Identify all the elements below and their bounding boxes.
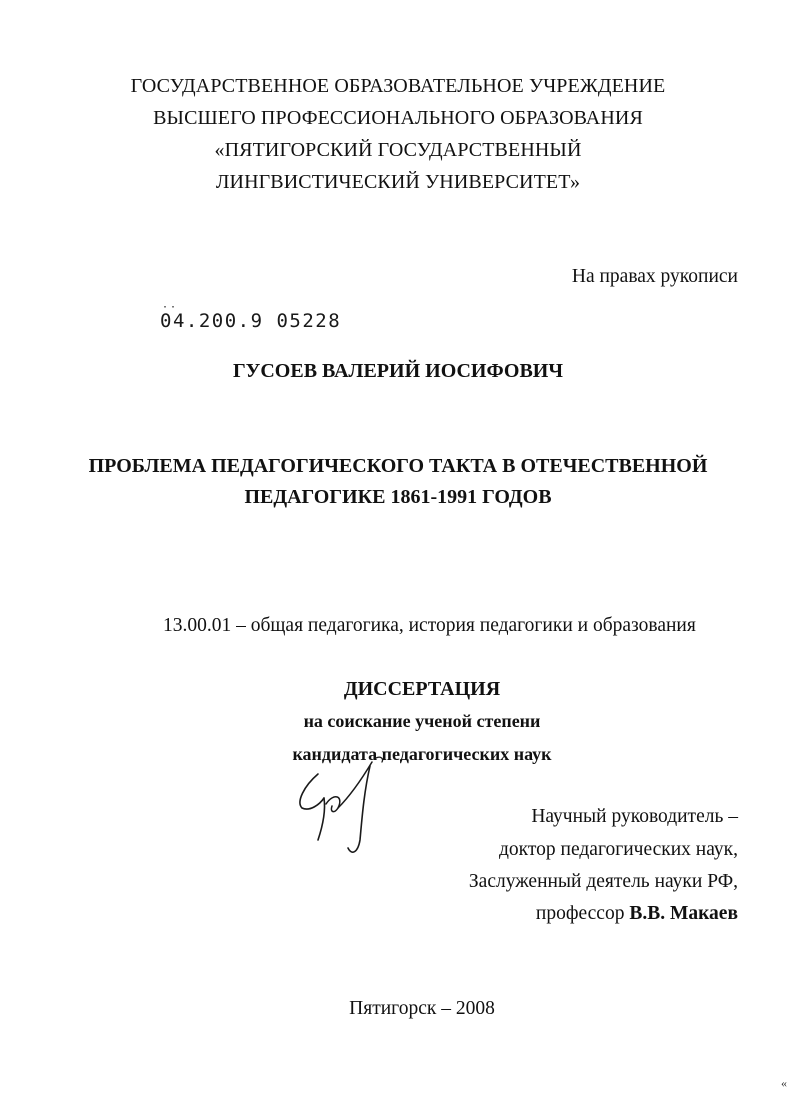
archive-stamp-number — [160, 302, 342, 332]
institution-line-3: «ПЯТИГОРСКИЙ ГОСУДАРСТВЕННЫЙ — [214, 139, 582, 161]
city-year: Пятигорск – 2008 — [349, 998, 495, 1019]
scan-edge-mark: « — [781, 1076, 787, 1090]
manuscript-note: На правах рукописи — [571, 266, 738, 287]
supervisor-role: Научный руководитель – — [531, 806, 738, 827]
institution-line-4: ЛИНГВИСТИЧЕСКИЙ УНИВЕРСИТЕТ» — [215, 171, 581, 193]
institution-line-2: ВЫСШЕГО ПРОФЕССИОНАЛЬНОГО ОБРАЗОВАНИЯ — [153, 107, 643, 129]
dissertation-purpose: на соискание ученой степени — [303, 711, 541, 731]
supervisor-title-prefix: профессор — [535, 903, 625, 924]
dissertation-degree: кандидата педагогических наук — [292, 744, 552, 764]
stamp-dots: ·· — [162, 302, 179, 313]
specialty-code: 13.00.01 – общая педагогика, история педагогики и образования — [163, 615, 696, 636]
thesis-title-line-1: ПРОБЛЕМА ПЕДАГОГИЧЕСКОГО ТАКТА В ОТЕЧЕСТВЕННОЙ — [88, 455, 708, 477]
thesis-title-line-2: ПЕДАГОГИКЕ 1861-1991 ГОДОВ — [244, 486, 552, 508]
supervisor-degree: доктор педагогических наук, — [499, 839, 738, 860]
dissertation-label: ДИССЕРТАЦИЯ — [343, 678, 501, 700]
handwritten-signature — [290, 752, 390, 862]
supervisor-name: В.В. Макаев — [629, 903, 738, 924]
supervisor-name-line — [536, 903, 738, 925]
institution-line-1: ГОСУДАРСТВЕННОЕ ОБРАЗОВАТЕЛЬНОЕ УЧРЕЖДЕНИЕ — [130, 75, 666, 97]
supervisor-honor: Заслуженный деятель науки РФ, — [468, 871, 738, 892]
stamp-number-text: 04.200.9 05228 — [160, 310, 342, 332]
author-name: ГУСОЕВ ВАЛЕРИЙ ИОСИФОВИЧ — [232, 360, 564, 382]
